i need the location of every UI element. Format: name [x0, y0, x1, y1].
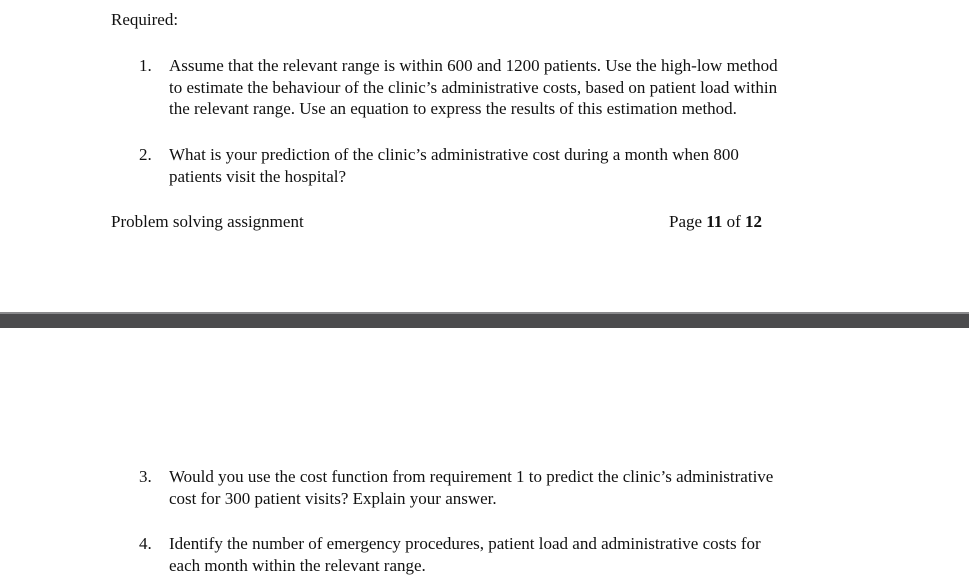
question-4-line-2: each month within the relevant range. [169, 555, 426, 575]
question-3-text [169, 466, 889, 509]
footer-title: Problem solving assignment [111, 212, 304, 231]
page-of: of [726, 212, 741, 231]
question-2-number: 2. [139, 145, 152, 164]
question-2-line-1: What is your prediction of the clinic’s administrative cost during a month when 800 [169, 145, 739, 164]
question-4-number: 4. [139, 534, 152, 553]
page-number [669, 211, 762, 232]
question-3-number: 3. [139, 467, 152, 486]
question-1-line-1: Assume that the relevant range is within 600 and 1200 patients. Use the high-low method [169, 56, 778, 75]
question-1-number: 1. [139, 56, 152, 75]
question-3-line-1: Would you use the cost function from requirement 1 to predict the clinic’s administrative [169, 467, 774, 486]
question-4-line-1: Identify the number of emergency procedures, patient load and administrative costs for [169, 534, 761, 553]
page-current: 11 [706, 212, 723, 231]
question-2-line-2: patients visit the hospital? [169, 166, 347, 186]
question-4-text [169, 533, 889, 576]
question-1-text [169, 55, 889, 120]
document-page-12 [0, 328, 969, 586]
question-3-line-2: cost for 300 patient visits? Explain your answer. [169, 488, 497, 508]
page-separator [0, 312, 969, 328]
page-separator-edge [0, 312, 969, 314]
question-1-line-2: to estimate the behaviour of the clinic’s administrative costs, based on patient load within [169, 77, 778, 97]
question-2-text [169, 144, 889, 187]
required-heading: Required: [111, 10, 179, 29]
page-prefix: Page [669, 212, 703, 231]
question-1-line-3: the relevant range. Use an equation to express the results of this estimation method. [169, 99, 737, 118]
page-total: 12 [745, 212, 763, 231]
